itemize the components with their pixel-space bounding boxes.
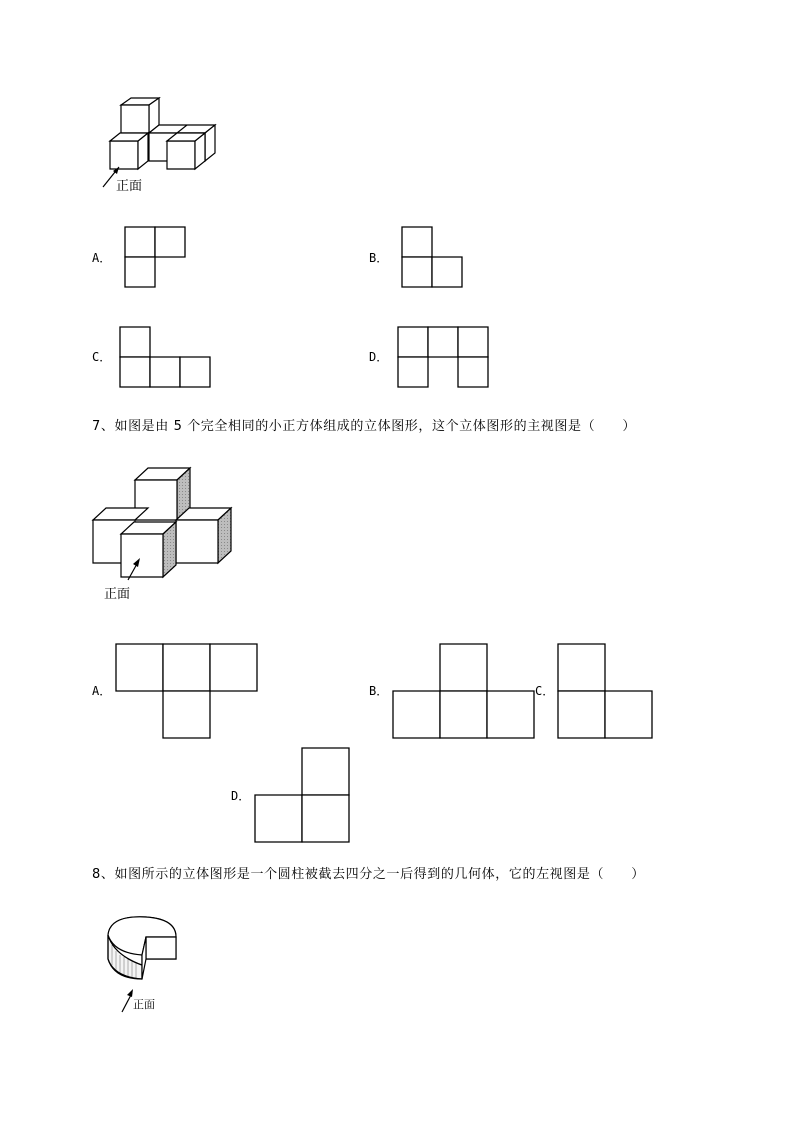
- q6-option-d-label[interactable]: D．: [369, 350, 389, 364]
- q7-option-a-label[interactable]: A．: [92, 684, 112, 698]
- q7-option-b-label[interactable]: B．: [369, 684, 389, 698]
- q8-front-caption: 正面: [133, 998, 155, 1011]
- q6-front-caption: 正面: [116, 179, 143, 194]
- q6-option-a-figure[interactable]: [124, 226, 186, 288]
- q6-option-b-label[interactable]: B．: [369, 251, 389, 265]
- q7-question-text: 7、如图是由 5 个完全相同的小正方体组成的立体图形，这个立体图形的主视图是（ ）: [92, 419, 637, 434]
- q7-option-c-figure[interactable]: [557, 643, 653, 739]
- q7-option-b-figure[interactable]: [392, 643, 535, 739]
- q7-front-caption: 正面: [104, 587, 131, 602]
- q6-option-b-figure[interactable]: [401, 226, 463, 288]
- q7-solid-figure: [92, 464, 234, 604]
- q6-option-c-label[interactable]: C．: [92, 350, 112, 364]
- q8-question-text: 8、如图所示的立体图形是一个圆柱被截去四分之一后得到的几何体，它的左视图是（ ）: [92, 867, 645, 882]
- q7-option-a-figure[interactable]: [115, 643, 258, 739]
- q6-option-a-label[interactable]: A．: [92, 251, 112, 265]
- q7-option-d-figure[interactable]: [254, 747, 350, 843]
- q6-option-c-figure[interactable]: [119, 326, 212, 388]
- q7-option-c-label[interactable]: C．: [535, 684, 555, 698]
- q7-option-d-label[interactable]: D．: [231, 789, 251, 803]
- q6-solid-figure: [95, 95, 225, 195]
- q6-option-d-figure[interactable]: [397, 326, 490, 388]
